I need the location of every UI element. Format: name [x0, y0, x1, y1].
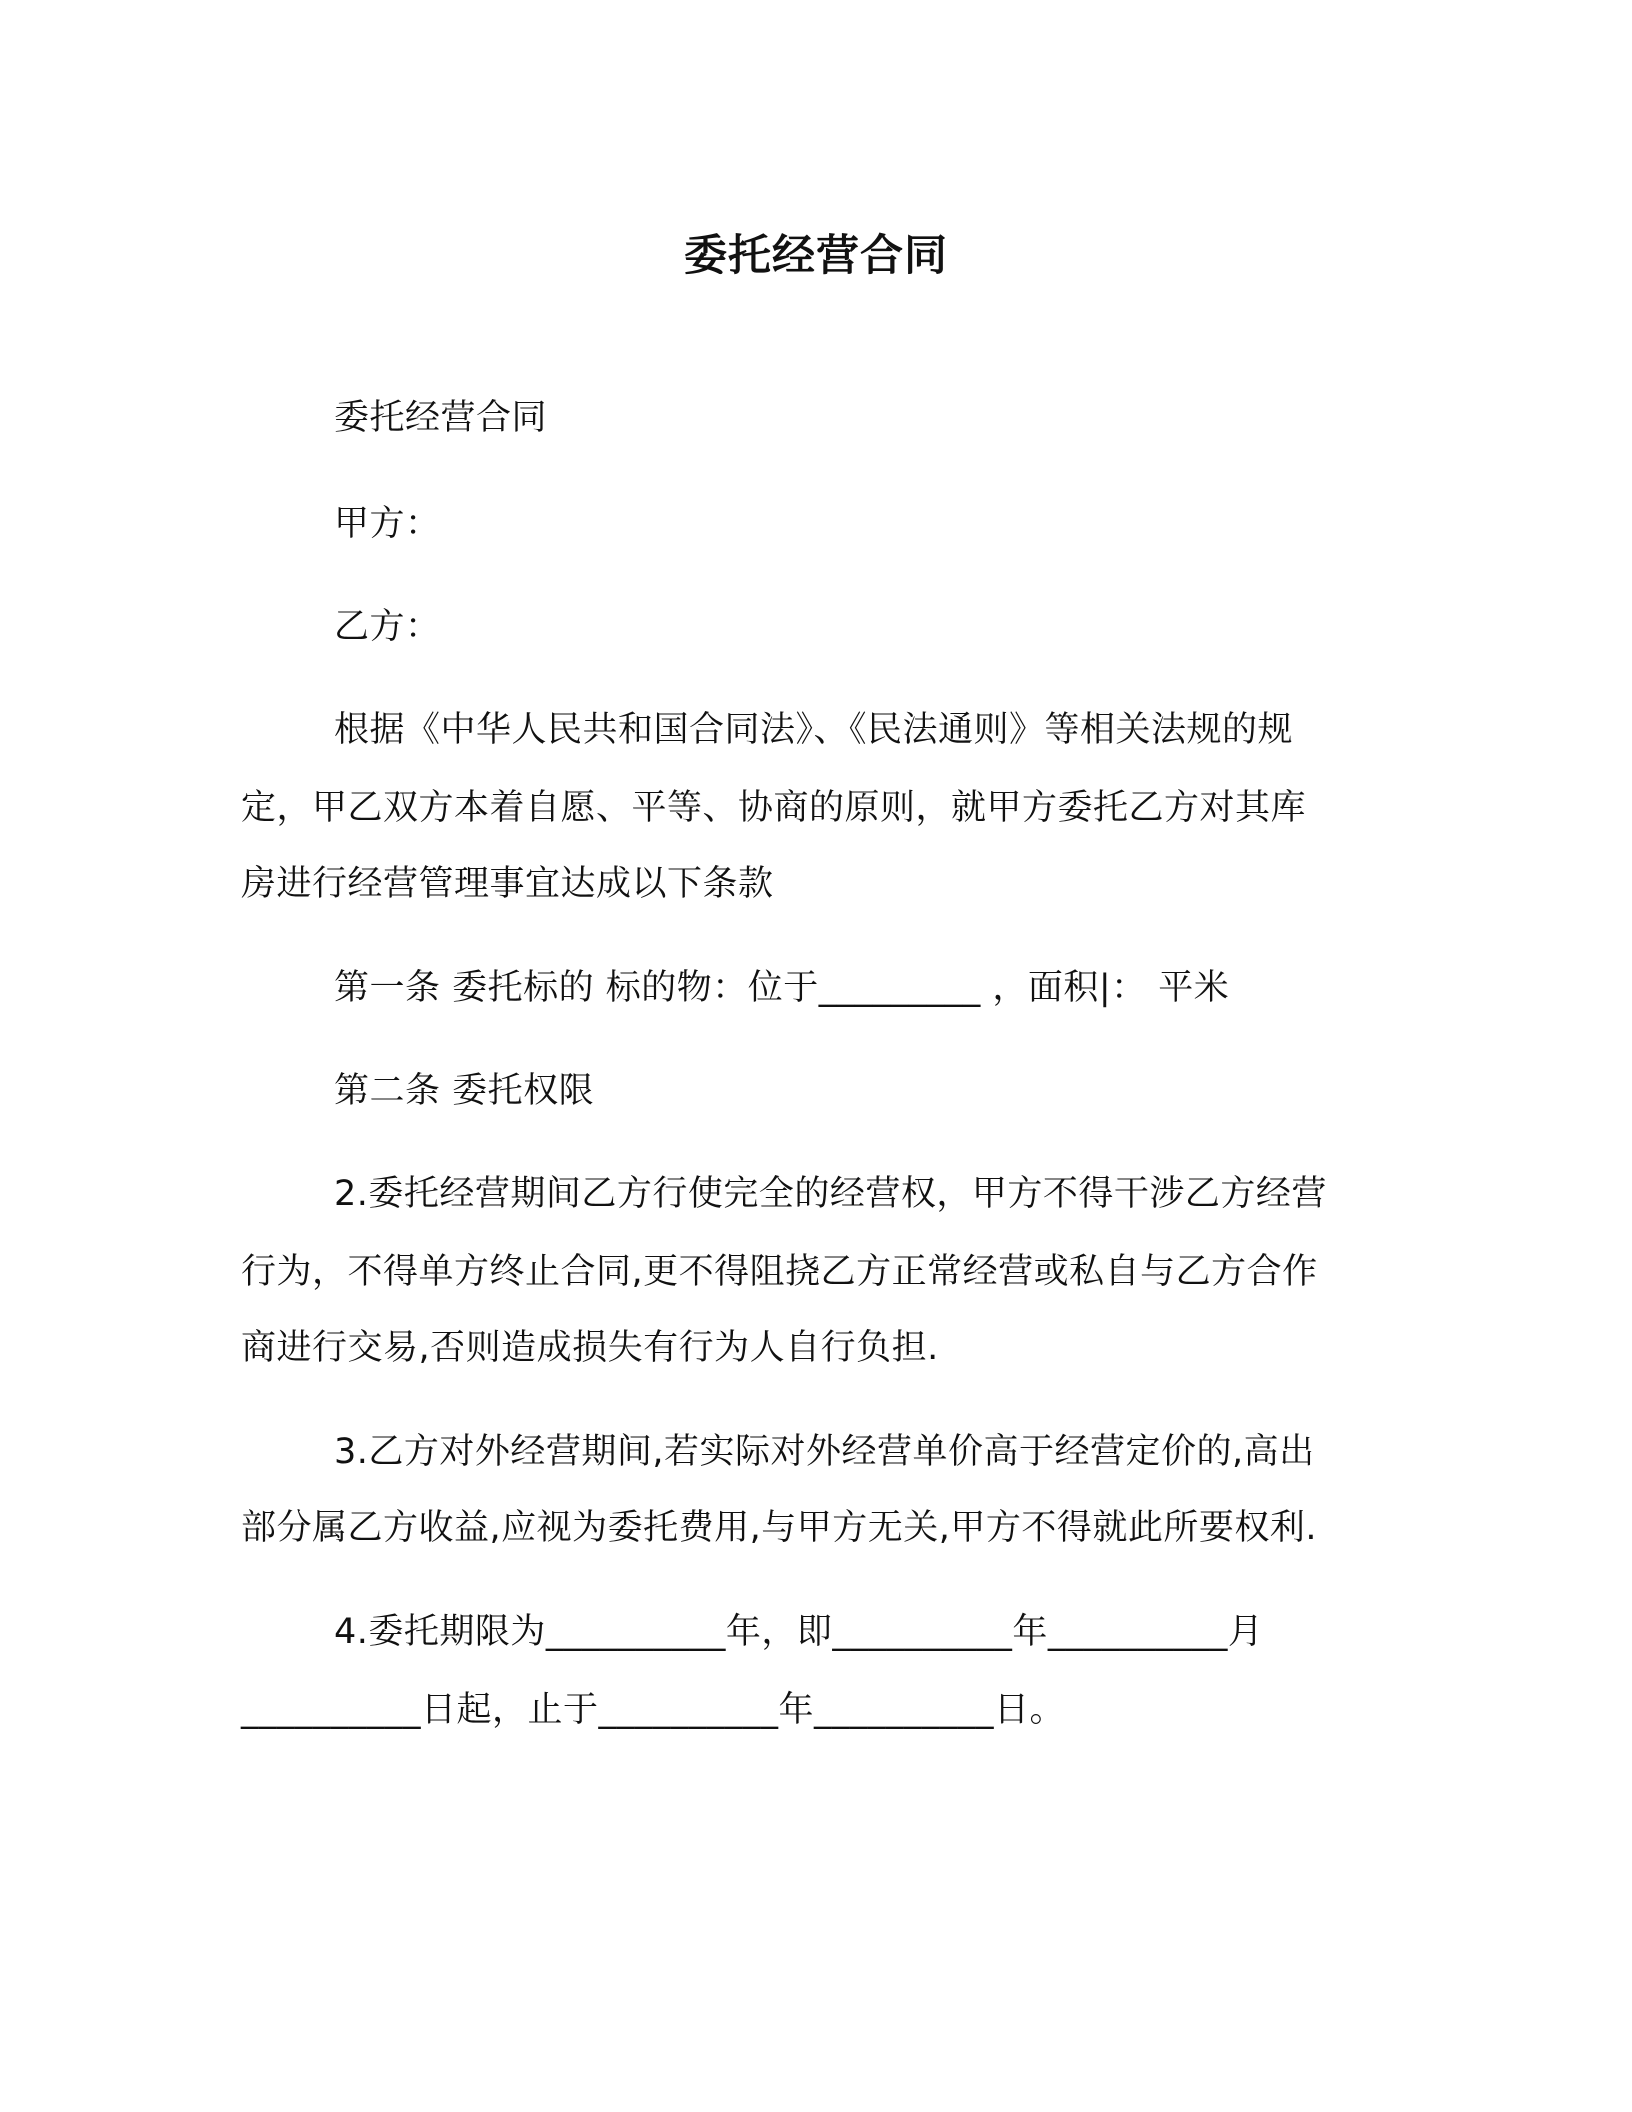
- article-2-heading: 第二条 委托权限: [334, 1071, 595, 1111]
- preamble-line: 定，甲乙双方本着自愿、平等、协商的原则，就甲方委托乙方对其库: [241, 788, 1307, 828]
- party-a-label: 甲方：: [334, 504, 441, 544]
- party-b-label: 乙方：: [334, 607, 441, 647]
- document-title: 委托经营合同: [684, 231, 948, 281]
- clause-3-line: 部分属乙方收益,应视为委托费用,与甲方无关,甲方不得就此所要权利.: [241, 1508, 1318, 1548]
- clause-2-line: 行为，不得单方终止合同,更不得阻挠乙方正常经营或私自与乙方合作: [241, 1252, 1318, 1292]
- clause-3-line: 3.乙方对外经营期间,若实际对外经营单价高于经营定价的,高出: [334, 1432, 1315, 1472]
- clause-2-line: 商进行交易,否则造成损失有行为人自行负担.: [241, 1328, 939, 1368]
- clause-4-line: 4.委托期限为__________年，即__________年__________月: [334, 1612, 1264, 1652]
- article-1: 第一条 委托标的 标的物：位于_________ ，面积|： 平米: [334, 968, 1230, 1008]
- preamble-line: 房进行经营管理事宜达成以下条款: [241, 864, 774, 904]
- contract-heading: 委托经营合同: [334, 398, 548, 438]
- clause-2-line: 2.委托经营期间乙方行使完全的经营权，甲方不得干涉乙方经营: [334, 1174, 1327, 1214]
- clause-4-line: __________日起，止于__________年__________日。: [241, 1690, 1066, 1730]
- preamble-line: 根据《中华人民共和国合同法》、《民法通则》等相关法规的规: [334, 710, 1294, 750]
